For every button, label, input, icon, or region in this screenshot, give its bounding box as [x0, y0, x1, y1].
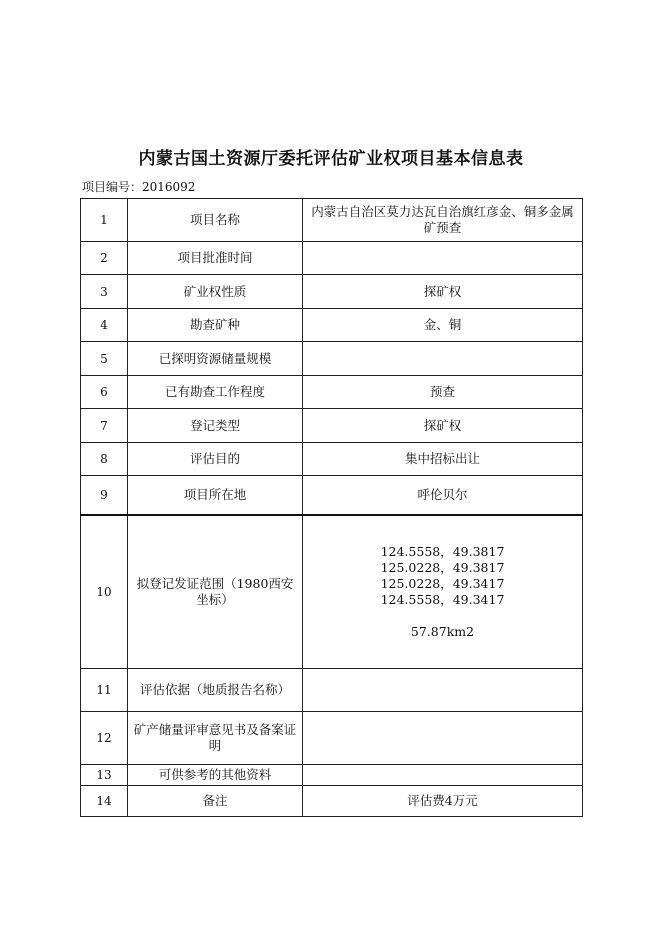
table-row — [81, 515, 583, 669]
table-row — [81, 275, 583, 309]
row-value — [303, 669, 583, 712]
table-row — [81, 242, 583, 275]
row-value: 金、铜 — [303, 309, 583, 342]
area-value: 57.87km2 — [410, 623, 475, 639]
row-value — [303, 242, 583, 275]
row-number: 9 — [81, 476, 128, 515]
coordinate-line: 125.0228，49.3817 — [380, 559, 505, 575]
row-label: 勘查矿种 — [128, 309, 303, 342]
row-label: 项目批准时间 — [128, 242, 303, 275]
row-number: 7 — [81, 409, 128, 443]
row-number: 8 — [81, 443, 128, 476]
row-value: 探矿权 — [303, 409, 583, 443]
row-number: 1 — [81, 199, 128, 242]
table-row — [81, 199, 583, 242]
table-row — [81, 342, 583, 376]
document-title: 内蒙古国土资源厅委托评估矿业权项目基本信息表 — [138, 149, 524, 169]
row-label: 评估依据（地质报告名称） — [128, 669, 303, 712]
table-row — [81, 786, 583, 817]
row-value: 内蒙古自治区莫力达瓦自治旗红彦金、铜多金属矿预查 — [303, 199, 583, 242]
row-number: 12 — [81, 712, 128, 765]
row-label: 矿业权性质 — [128, 275, 303, 309]
row-label: 项目名称 — [128, 199, 303, 242]
table-row — [81, 409, 583, 443]
row-value: 集中招标出让 — [303, 443, 583, 476]
row-number: 2 — [81, 242, 128, 275]
table-row — [81, 765, 583, 786]
row-number: 5 — [81, 342, 128, 376]
table-row — [81, 309, 583, 342]
row-number: 14 — [81, 786, 128, 817]
row-value: 呼伦贝尔 — [303, 476, 583, 515]
row-label: 项目所在地 — [128, 476, 303, 515]
row-number: 13 — [81, 765, 128, 786]
row-value — [303, 342, 583, 376]
table-row — [81, 712, 583, 765]
row-label: 登记类型 — [128, 409, 303, 443]
table-row — [81, 476, 583, 515]
row-number: 4 — [81, 309, 128, 342]
row-number: 6 — [81, 376, 128, 409]
row-number: 11 — [81, 669, 128, 712]
row-label: 矿产储量评审意见书及备案证明 — [128, 712, 303, 765]
table-row — [81, 376, 583, 409]
row-label: 已有勘查工作程度 — [128, 376, 303, 409]
row-label: 备注 — [128, 786, 303, 817]
row-value: 探矿权 — [303, 275, 583, 309]
table-row — [81, 443, 583, 476]
row-value — [303, 712, 583, 765]
table-row — [81, 669, 583, 712]
coordinate-line: 125.0228，49.3417 — [380, 575, 505, 591]
row-number: 10 — [81, 515, 128, 669]
row-label: 可供参考的其他资料 — [128, 765, 303, 786]
row-label: 拟登记发证范围（1980西安坐标） — [128, 515, 303, 669]
row-value — [303, 765, 583, 786]
row-number: 3 — [81, 275, 128, 309]
coordinate-range — [303, 515, 583, 669]
row-label: 已探明资源储量规模 — [128, 342, 303, 376]
info-table — [80, 198, 583, 817]
row-value: 预查 — [303, 376, 583, 409]
row-value: 评估费4万元 — [303, 786, 583, 817]
coordinate-line: 124.5558，49.3817 — [380, 543, 505, 559]
row-label: 评估目的 — [128, 443, 303, 476]
coordinate-line: 124.5558，49.3417 — [380, 591, 505, 607]
project-number: 项目编号：2016092 — [82, 180, 196, 194]
